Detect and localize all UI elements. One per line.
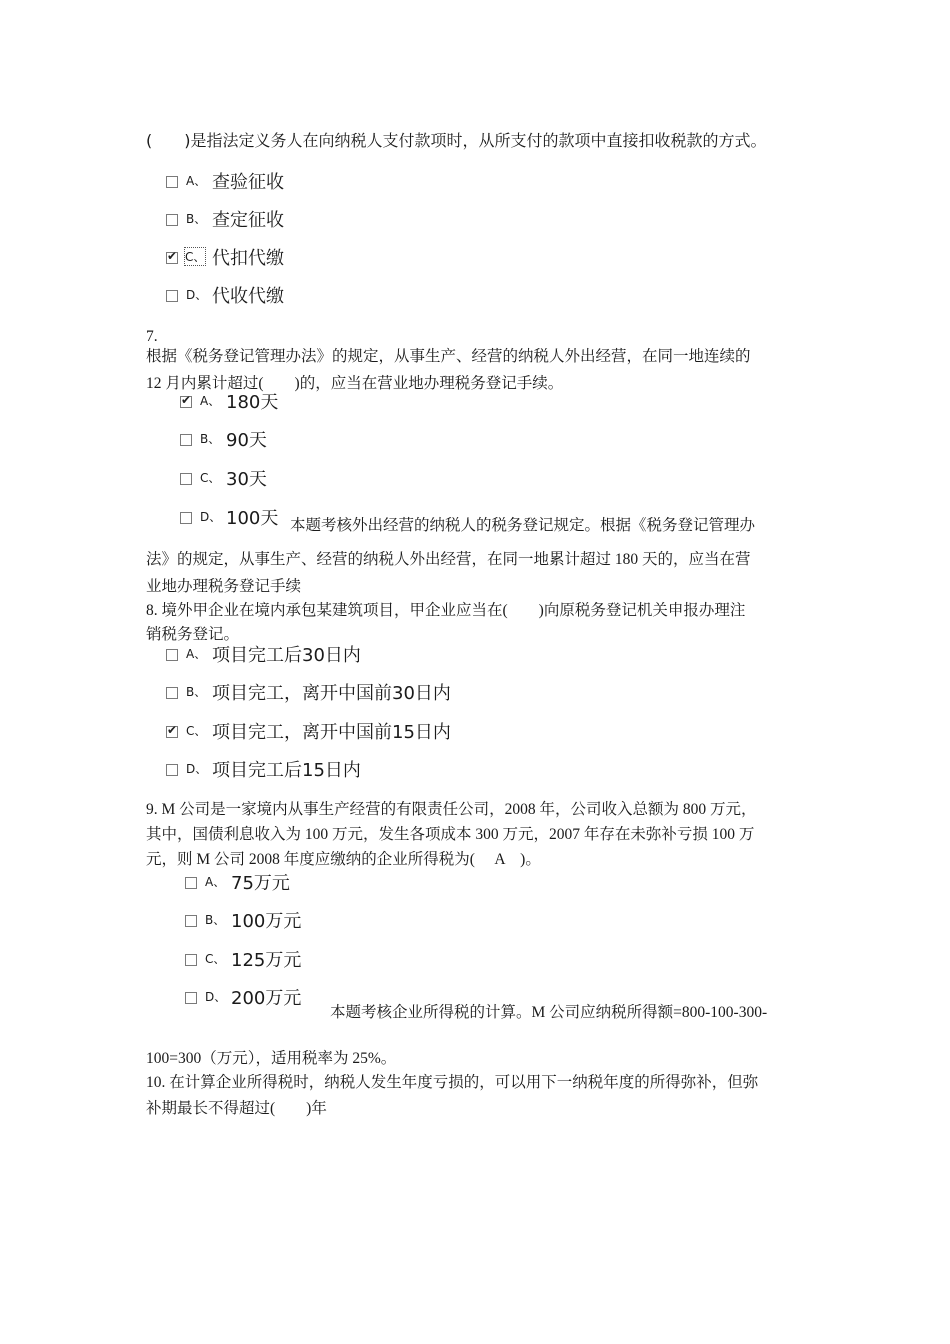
option-letter: B、 [200, 432, 221, 446]
q7-explanation-line3: 业地办理税务登记手续 [146, 578, 302, 595]
option-text: 查定征收 [212, 210, 284, 231]
q9-stem-line3: 元，则 M 公司 2008 年度应缴纳的企业所得税为( A )。 [146, 851, 541, 868]
q9-explanation-line1: 本题考核企业所得税的计算。M 公司应纳税所得额=800-100-300- [330, 1004, 768, 1021]
checkbox[interactable] [166, 290, 178, 302]
q9-stem-line1: 9. M 公司是一家境内从事生产经营的有限责任公司，2008 年，公司收入总额为 800 万元， [146, 801, 757, 818]
q10-stem-line1: 10. 在计算企业所得税时，纳税人发生年度亏损的，可以用下一纳税年度的所得弥补，但弥 [146, 1074, 759, 1091]
checkbox-checked[interactable] [166, 252, 178, 264]
checkbox[interactable] [166, 649, 178, 661]
option-text: 项目完工，离开中国前15日内 [212, 722, 451, 743]
option-text: 125万元 [231, 950, 302, 971]
option-letter: C、 [200, 471, 221, 485]
q7-stem-line1: 根据《税务登记管理办法》的规定，从事生产、经营的纳税人外出经营，在同一地连续的 [146, 348, 751, 365]
q7-explanation-line2: 法》的规定，从事生产、经营的纳税人外出经营，在同一地累计超过 180 天的，应当在营 [146, 551, 751, 568]
q9-explanation-line2: 100=300（万元），适用税率为 25%。 [146, 1050, 397, 1067]
option-letter: C、 [185, 250, 206, 264]
option-text: 30天 [226, 469, 267, 490]
option-letter: B、 [186, 212, 207, 226]
option-letter: A、 [200, 394, 221, 408]
option-letter: B、 [205, 913, 226, 927]
option-text: 查验征收 [212, 172, 284, 193]
q7-stem-line2: 12 月内累计超过( )的，应当在营业地办理税务登记手续。 [146, 375, 564, 392]
checkbox-checked[interactable] [180, 396, 192, 408]
checkbox[interactable] [180, 434, 192, 446]
checkbox-checked[interactable] [166, 726, 178, 738]
option-letter: B、 [186, 685, 207, 699]
option-text: 项目完工后15日内 [212, 760, 361, 781]
option-text: 代收代缴 [212, 286, 284, 307]
option-letter: C、 [205, 952, 226, 966]
option-text: 75万元 [231, 873, 290, 894]
option-letter: A、 [186, 174, 207, 188]
checkbox[interactable] [180, 512, 192, 524]
q7-explanation-line1: 本题考核外出经营的纳税人的税务登记规定。根据《税务登记管理办 [290, 517, 756, 534]
option-letter: D、 [186, 288, 208, 302]
q9-stem-line2: 其中，国债利息收入为 100 万元，发生各项成本 300 万元，2007 年存在未弥补亏损 100 万 [146, 826, 755, 843]
option-text: 200万元 [231, 988, 302, 1009]
checkbox[interactable] [166, 214, 178, 226]
option-text: 90天 [226, 430, 267, 451]
checkbox[interactable] [185, 915, 197, 927]
checkbox[interactable] [185, 877, 197, 889]
option-text: 180天 [226, 392, 279, 413]
checkbox[interactable] [166, 687, 178, 699]
checkbox[interactable] [185, 992, 197, 1004]
q6-stem: ( )是指法定义务人在向纳税人支付款项时，从所支付的款项中直接扣收税款的方式。 [146, 131, 767, 150]
checkbox[interactable] [180, 473, 192, 485]
option-letter: D、 [205, 990, 227, 1004]
option-text: 100万元 [231, 911, 302, 932]
option-letter: A、 [186, 647, 207, 661]
option-letter: D、 [186, 762, 208, 776]
option-text: 代扣代缴 [212, 248, 284, 269]
option-letter: C、 [186, 724, 207, 738]
checkbox[interactable] [166, 176, 178, 188]
option-text: 100天 [226, 508, 279, 529]
option-text: 项目完工后30日内 [212, 645, 361, 666]
option-letter: D、 [200, 510, 222, 524]
q7-option-a[interactable] [0, 392, 950, 414]
checkbox[interactable] [185, 954, 197, 966]
q7-number: 7. [146, 328, 158, 345]
option-text: 项目完工，离开中国前30日内 [212, 683, 451, 704]
q8-stem-line1: 8. 境外甲企业在境内承包某建筑项目，甲企业应当在( )向原税务登记机关申报办理注 [146, 602, 746, 619]
q10-stem-line2: 补期最长不得超过( )年 [146, 1100, 327, 1117]
q8-stem-line2: 销税务登记。 [146, 626, 240, 643]
checkbox[interactable] [166, 764, 178, 776]
option-letter: A、 [205, 875, 226, 889]
